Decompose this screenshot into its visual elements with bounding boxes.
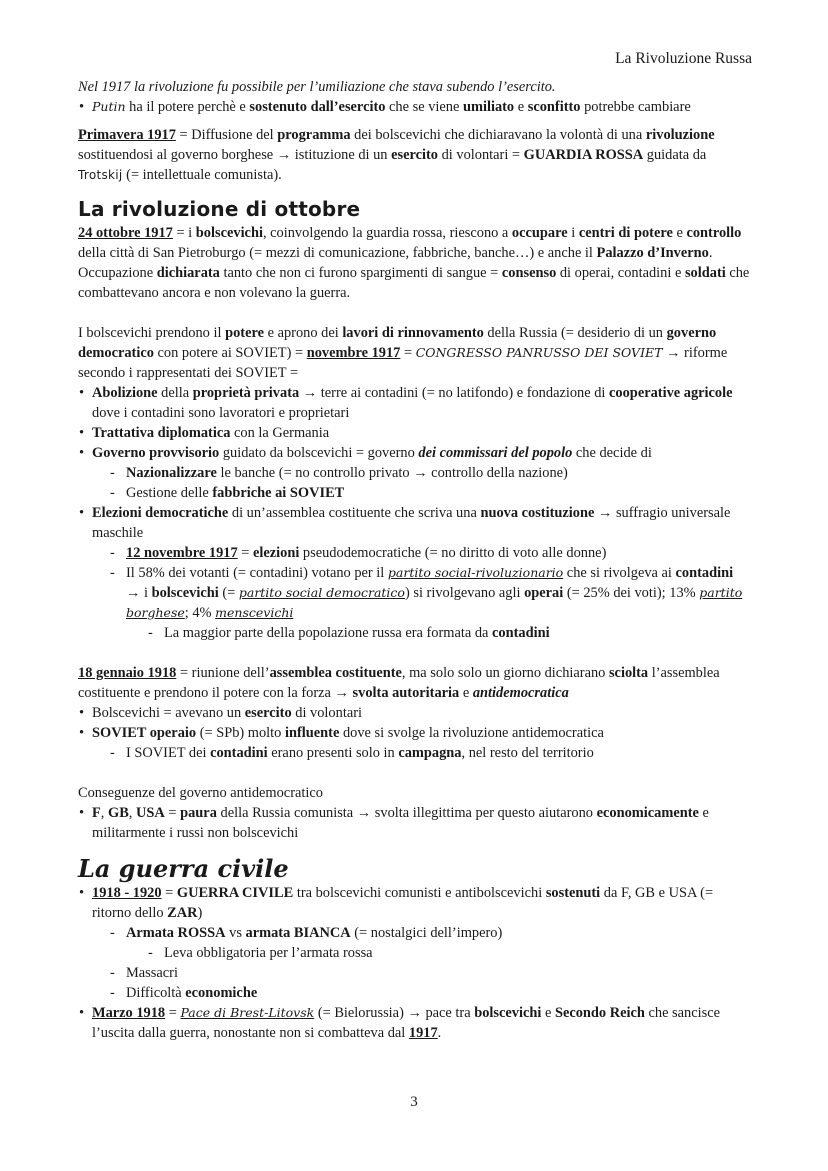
- sub-list-item: - I SOVIET dei contadini erano presenti solo in campagna, nel resto del territorio: [106, 743, 750, 763]
- civil-war-list: [78, 883, 750, 1043]
- sub-list-item: - Armata ROSSA vs armata BIANCA (= nostalgici dell’impero) - Leva obbligatoria per l’armata rossa: [106, 923, 750, 963]
- list-item: • F, GB, USA = paura della Russia comunista → svolta illegittima per questo aiutarono economicamente e militarmente i russi non bolscevichi: [78, 803, 750, 843]
- list-item: • Trattativa diplomatica con la Germania: [78, 423, 750, 443]
- sub-sub-list-item: - La maggior parte della popolazione russa era formata da contadini: [144, 623, 750, 643]
- sub-list-item: - Difficoltà economiche: [106, 983, 750, 1003]
- intro-italic-line: Nel 1917 la rivoluzione fu possibile per l’umiliazione che stava subendo l’esercito.: [78, 79, 556, 95]
- sub-list-item: - 12 novembre 1917 = elezioni pseudodemocratiche (= no diritto di voto alle donne): [106, 543, 750, 563]
- january-list: [78, 703, 750, 763]
- list-item: • Governo provvisorio guidato da bolscevichi = governo dei commissari del popolo che decide di - Nazionalizzare le banche (= no controllo privato → controllo della nazione) - Gestione delle fabbriche ai SOVIET: [78, 443, 750, 503]
- spring-paragraph: Primavera 1917 = Diffusione del programma dei bolscevichi che dichiaravano la volontà di una rivoluzione sostituendosi al governo borghese → istituzione di un esercito di volontari = GUARDIA ROSSA guidata da Trotskij (= intellettuale comunista).: [78, 127, 715, 183]
- section-heading-civil-war: La guerra civile: [78, 854, 289, 883]
- list-item: • Bolscevichi = avevano un esercito di volontari: [78, 703, 750, 723]
- january-paragraph: 18 gennaio 1918 = riunione dell’assemblea costituente, ma solo solo un giorno dichiarano sciolta l’assemblea costituente e prendono il potere con la forza → svolta autoritaria e antidemocratica: [78, 665, 720, 701]
- list-item: • Elezioni democratiche di un’assemblea costituente che scriva una nuova costituzione → suffragio universale maschile - 12 novembre 1917 = elezioni pseudodemocratiche (= no diritto di voto alle donne) - Il 58% dei votanti (= contadini) votano per il partito social-rivoluzionario che si rivolgeva ai contadini → i bolscevichi (= partito social democratico) si rivolgevano agli operai (= 25% dei voti); 13% partito borghese; 4% menscevichi - La maggior parte della popolazione russa era formata da contadini: [78, 503, 750, 643]
- october-paragraph-3: I bolscevichi prendono il potere e aprono dei lavori di rinnovamento della Russia (= desiderio di un governo democratico con potere ai SOVIET) = novembre 1917 = CONGRESSO PANRUSSO DEI SOVIET → riforme secondo i rappresentati dei SOVIET =: [78, 325, 728, 381]
- list-item: • Putin ha il potere perchè e sostenuto dall’esercito che se viene umiliato e sconfitto potrebbe cambiare: [78, 97, 750, 117]
- reforms-list: [78, 383, 750, 643]
- sub-sub-list-item: - Leva obbligatoria per l’armata rossa: [144, 943, 750, 963]
- consequences-title: Conseguenze del governo antidemocratico: [78, 785, 323, 801]
- sub-list-item: - Nazionalizzare le banche (= no controllo privato → controllo della nazione): [106, 463, 750, 483]
- list-item: • Marzo 1918 = Pace di Brest-Litovsk (= Bielorussia) → pace tra bolscevichi e Secondo Reich che sancisce l’uscita dalla guerra, nonostante non si combatteva dal 1917.: [78, 1003, 750, 1043]
- section-heading-october: La rivoluzione di ottobre: [78, 197, 361, 221]
- sub-list-item: - Gestione delle fabbriche ai SOVIET: [106, 483, 750, 503]
- sub-list-item: - Il 58% dei votanti (= contadini) votano per il partito social-rivoluzionario che si rivolgeva ai contadini → i bolscevichi (= partito social democratico) si rivolgevano agli operai (= 25% dei voti); 13% partito borghese; 4% menscevichi - La maggior parte della popolazione russa era formata da contadini: [106, 563, 750, 643]
- sub-list-item: - Massacri: [106, 963, 750, 983]
- page-number: 3: [410, 1094, 418, 1110]
- october-paragraph-2: Occupazione dichiarata tanto che non ci furono spargimenti di sangue = consenso di operai, contadini e soldati che combattevano ancora e non volevano la guerra.: [78, 265, 750, 301]
- page-content: [78, 77, 750, 1043]
- page-header: La Rivoluzione Russa: [615, 50, 752, 67]
- intro-list: [78, 97, 750, 117]
- list-item: • Abolizione della proprietà privata → terre ai contadini (= no latifondo) e fondazione di cooperative agricole dove i contadini sono lavoratori e proprietari: [78, 383, 750, 423]
- list-item: • 1918 - 1920 = GUERRA CIVILE tra bolscevichi comunisti e antibolscevichi sostenuti da F, GB e USA (= ritorno dello ZAR) - Armata ROSSA vs armata BIANCA (= nostalgici dell’impero) - Leva obbligatoria per l’armata rossa - Massacri - Difficoltà economiche: [78, 883, 750, 1003]
- october-paragraph-1: 24 ottobre 1917 = i bolscevichi, coinvolgendo la guardia rossa, riescono a occupare i centri di potere e controllo della città di San Pietroburgo (= mezzi di comunicazione, fabbriche, banche…) e anche il Palazzo d’Inverno.: [78, 225, 742, 261]
- consequences-list: [78, 803, 750, 843]
- list-item: • SOVIET operaio (= SPb) molto influente dove si svolge la rivoluzione antidemocratica - I SOVIET dei contadini erano presenti solo in campagna, nel resto del territorio: [78, 723, 750, 763]
